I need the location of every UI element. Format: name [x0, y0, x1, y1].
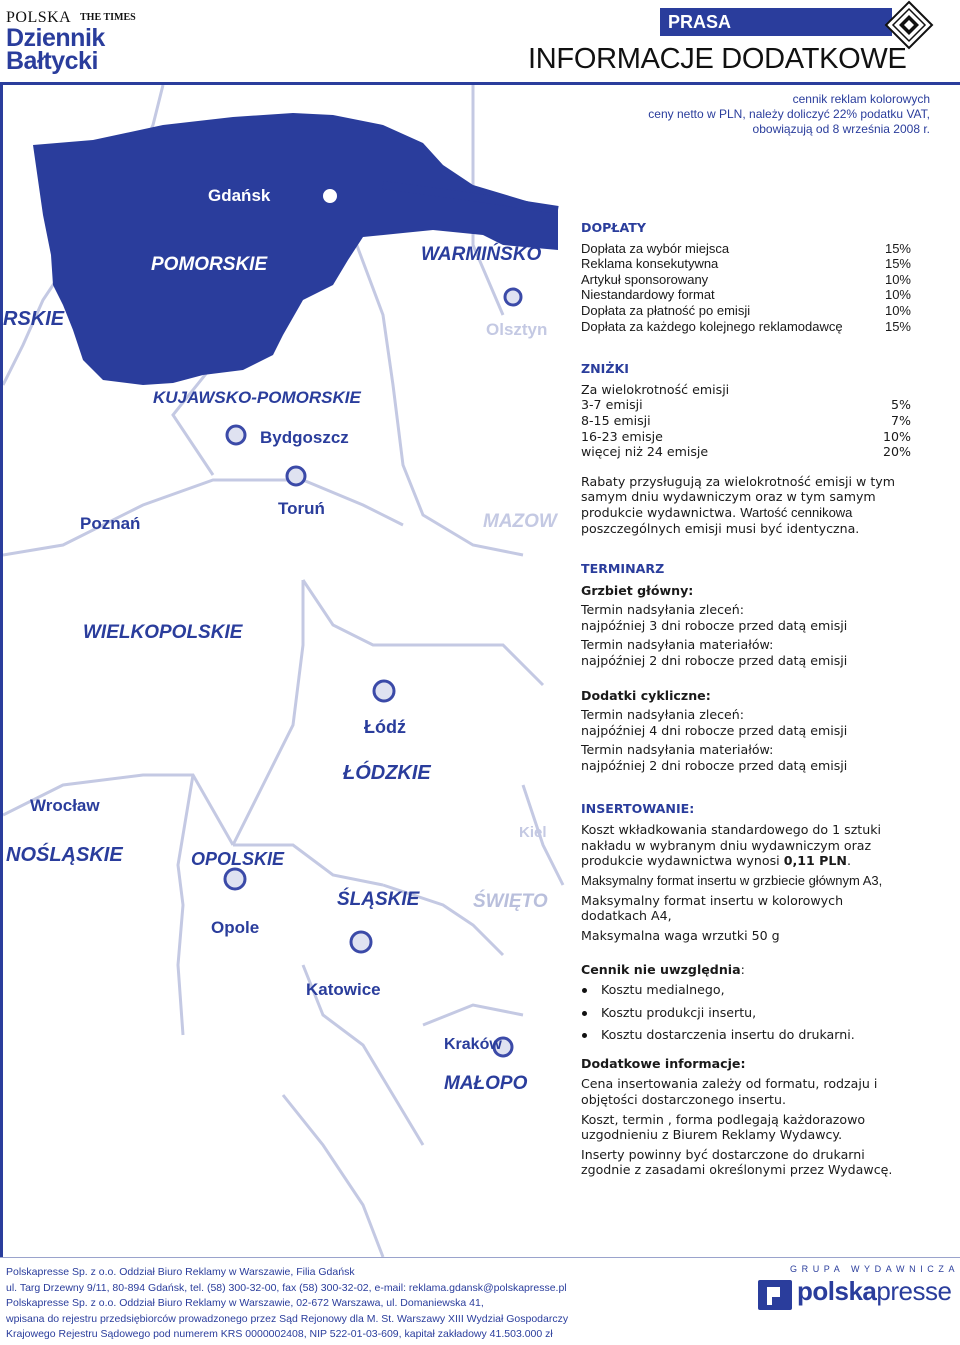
region-border — [233, 580, 303, 845]
map-region-pomorskie: POMORSKIE — [151, 254, 268, 275]
insert-max-format-color: Maksymalny format insertu w kolorowych dodatkach A4, — [581, 892, 844, 924]
list-item: Kosztu medialnego, — [581, 982, 911, 998]
map-city-poznan: Poznań — [80, 514, 141, 533]
znizki-intro: Za wielokrotność emisji — [581, 381, 730, 397]
znizki-note-part: poszczególnych emisji musi być identyczna. — [581, 520, 860, 536]
city-dot-bydgoszcz — [227, 426, 245, 444]
list-item: Kosztu produkcji insertu, — [581, 1005, 911, 1021]
znizki-list — [581, 397, 911, 459]
brand-name-part: polska — [797, 1276, 877, 1306]
row-value: 15% — [884, 240, 911, 256]
map-city-gdansk: Gdańsk — [208, 186, 271, 205]
row-label: 3-7 emisji — [581, 397, 643, 413]
city-dot-olsztyn — [505, 289, 521, 305]
row-label: Artykuł sponsorowany — [581, 271, 709, 287]
doplaty-row — [581, 256, 911, 272]
map-city-bydgoszcz: Bydgoszcz — [260, 428, 349, 447]
map-region-lodzkie: ŁÓDZKIE — [343, 762, 431, 784]
insert-cost — [581, 822, 911, 869]
footer-line: Polskapresse Sp. z o.o. Oddział Biuro Reklamy w Warszawie, Filia Gdańsk — [6, 1266, 355, 1278]
znizki-row — [581, 429, 911, 445]
map-region-nose: NOŚLĄSKIE — [6, 844, 123, 866]
logo-polska: POLSKA — [6, 9, 72, 26]
brand-name-part: presse — [876, 1276, 952, 1306]
map-city-katowice: Katowice — [306, 980, 381, 999]
map-city-lodz: Łódź — [364, 717, 406, 737]
insert-max-weight: Maksymalna waga wrzutki 50 g — [581, 927, 780, 943]
header-rule — [0, 82, 960, 85]
price-note-line: cennik reklam kolorowych — [792, 92, 930, 106]
city-dot-torun — [287, 467, 305, 485]
footer-line: Krajowego Rejestru Sądowego pod numerem KRS 0000002408, NIP 522-01-03-609, kapitał zakładowy 41.503.000 zł — [6, 1328, 553, 1341]
region-border — [303, 580, 543, 685]
footer-line: wpisana do rejestru przedsiębiorców prowadzonego przez Sąd Rejonowy dla M. St. Warszawy XIII Wydział Gospodarczy — [6, 1312, 569, 1325]
map-region-opolskie: OPOLSKIE — [191, 849, 285, 869]
insert-cost-value: 0,11 PLN — [783, 853, 847, 869]
map-region-malopo: MAŁOPO — [444, 1073, 528, 1094]
section-title-terminarz: TERMINARZ — [581, 561, 665, 577]
map-city-wroclaw: Wrocław — [30, 796, 100, 815]
city-dot-gdansk — [322, 188, 338, 204]
content-column — [581, 220, 911, 1178]
brand-group-label: GRUPA WYDAWNICZA — [790, 1264, 960, 1274]
znizki-row — [581, 397, 911, 413]
row-value: 15% — [884, 318, 911, 334]
city-markers — [322, 188, 338, 204]
map-region-left: RSKIE — [3, 308, 65, 330]
row-label: Niestandardowy format — [581, 287, 715, 303]
doplaty-row — [581, 319, 911, 335]
region-border — [178, 775, 193, 1035]
znizki-row — [581, 413, 911, 429]
logo-line-1: Dziennik — [6, 24, 105, 52]
row-label: 16-23 emisje — [581, 428, 663, 444]
terminarz-text: najpóźniej 2 dni robocze przed datą emisji — [581, 653, 848, 669]
price-note-line: ceny netto w PLN, należy doliczyć 22% podatku VAT, — [648, 107, 930, 121]
map-city-krakow: Kraków — [444, 1036, 502, 1053]
terminarz-text: najpóźniej 3 dni robocze przed datą emisji — [581, 617, 848, 633]
map-region-mazow: MAZOW — [483, 511, 557, 532]
page-title: INFORMACJE DODATKOWE — [528, 43, 907, 75]
logo-dziennik-baltycki — [6, 24, 105, 75]
row-value: 10% — [884, 271, 911, 287]
map-region-warminsko: WARMIŃSKO — [421, 244, 542, 265]
row-value: 7% — [891, 412, 911, 428]
insert-max-format-spine: Maksymalny format insertu w grzbiecie głównym A3, — [581, 873, 883, 888]
doplaty-row — [581, 287, 911, 303]
region-border — [423, 1005, 523, 1025]
insert-cost-text: Koszt wkładkowania standardowego do 1 sztuki nakładu w wybranym dniu wydawniczym oraz produkcie wydawnictwa wynosi — [581, 822, 882, 869]
doplaty-list — [581, 241, 911, 335]
terminarz-text: Termin nadsyłania materiałów: — [581, 637, 774, 653]
logo-the-times: THE TIMES — [80, 12, 136, 23]
map-city-kielce: Kiel — [519, 824, 547, 841]
row-value: 5% — [891, 397, 911, 413]
row-value: 10% — [883, 428, 911, 444]
terminarz-text: Termin nadsyłania zleceń: — [581, 602, 744, 618]
region-border — [283, 1095, 383, 1257]
znizki-note-part: Wartość cennikowa — [740, 504, 853, 520]
footer-rule — [0, 1257, 960, 1258]
row-value: 15% — [884, 256, 911, 272]
region-border — [353, 235, 523, 555]
terminarz-text: najpóźniej 4 dni robocze przed datą emisji — [581, 722, 848, 738]
brand-name — [797, 1276, 951, 1307]
row-value: 10% — [884, 287, 911, 303]
section-title-znizki: ZNIŻKI — [581, 361, 629, 377]
row-value: 10% — [884, 302, 911, 318]
extra-info-title: Dodatkowe informacje: — [581, 1055, 746, 1071]
map-region-swieto: ŚWIĘTO — [473, 891, 548, 912]
map-city-olsztyn: Olsztyn — [486, 320, 548, 339]
city-dot-lodz — [374, 681, 394, 701]
terminarz-text: najpóźniej 2 dni robocze przed datą emisji — [581, 758, 848, 774]
doplaty-row — [581, 241, 911, 257]
price-note-line: obowiązują od 8 września 2008 r. — [752, 122, 930, 136]
terminarz-text: Termin nadsyłania materiałów: — [581, 742, 774, 758]
doplaty-row — [581, 272, 911, 288]
list-item: Kosztu dostarczenia insertu do drukarni. — [581, 1027, 911, 1043]
cennik-colon: : — [740, 962, 745, 978]
doplaty-row — [581, 303, 911, 319]
map-city-opole: Opole — [211, 918, 260, 937]
extra-info-text: Cena insertowania zależy od formatu, rodzaju i objętości dostarczonego insertu. — [581, 1076, 878, 1107]
znizki-note-part: Rabaty przysługują za wielokrotność emisji w tym samym dniu wydawniczym oraz w tym samym produkcie wydawnictwa. — [581, 473, 895, 520]
extra-info-text: Inserty powinny być dostarczone do drukarni zgodnie z zasadami określonymi przez Wydawcę. — [581, 1146, 893, 1178]
cennik-exclusions-list — [581, 982, 911, 1043]
row-label: Dopłata za każdego kolejnego reklamodawcę — [581, 318, 843, 334]
logo-line-2: Bałtycki — [6, 47, 98, 75]
map-region-slaskie: ŚLĄSKIE — [337, 889, 420, 910]
row-label: Reklama konsekutywna — [581, 256, 719, 272]
city-dot-katowice — [351, 932, 371, 952]
terminarz-dodatki-title: Dodatki cykliczne: — [581, 687, 711, 703]
price-note — [570, 92, 930, 137]
row-value: 20% — [883, 444, 911, 460]
map-city-torun: Toruń — [278, 499, 325, 518]
row-label: Dopłata za wybór miejsca — [581, 240, 730, 256]
terminarz-text: Termin nadsyłania zleceń: — [581, 707, 744, 723]
cennik-heading — [581, 962, 911, 978]
cennik-title: Cennik nie uwzględnia — [581, 962, 741, 978]
extra-info-text: Koszt, termin , forma podlegają każdorazowo uzgodnieniu z Biurem Reklamy Wydawcy. — [581, 1111, 866, 1143]
polskapresse-logo-icon — [756, 1276, 794, 1314]
region-border — [3, 480, 403, 555]
section-title-doplaty: DOPŁATY — [581, 220, 646, 235]
insert-cost-end: . — [846, 853, 851, 869]
section-title-insertowanie: INSERTOWANIE: — [581, 800, 695, 816]
left-rule — [0, 82, 3, 1257]
row-label: Dopłata za płatność po emisji — [581, 302, 751, 318]
category-label: PRASA — [668, 12, 732, 32]
row-label: 8-15 emisji — [581, 412, 651, 428]
footer — [6, 1265, 766, 1343]
terminarz-grzbiet-title: Grzbiet główny: — [581, 582, 694, 598]
footer-line: Polskapresse Sp. z o.o. Oddział Biuro Reklamy w Warszawie, 02-672 Warszawa, ul. Domaniewska 41, — [6, 1297, 484, 1310]
znizki-note — [581, 474, 911, 536]
znizki-row — [581, 444, 911, 460]
footer-line: ul. Targ Drzewny 9/11, 80-894 Gdańsk, tel. (58) 300-32-00, fax (58) 300-32-02, e-mail: reklama.gdansk@polskapresse.pl — [6, 1281, 567, 1294]
row-label: więcej niż 24 emisje — [581, 444, 709, 460]
map-region-kujawsko: KUJAWSKO-POMORSKIE — [153, 388, 361, 407]
map-region-wielkopolskie: WIELKOPOLSKIE — [83, 622, 243, 643]
city-dot-opole — [225, 869, 245, 889]
